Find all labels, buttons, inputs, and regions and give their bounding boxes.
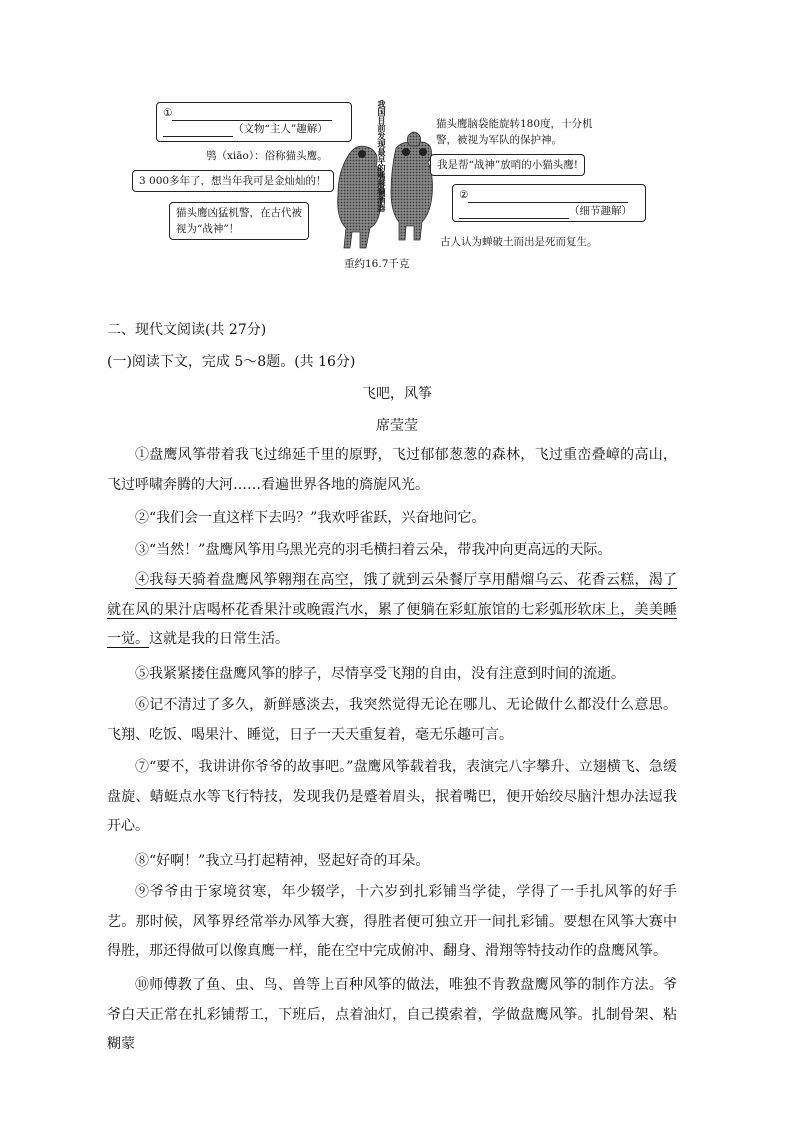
- paragraph-7: ⑦“要不，我讲讲你爷爷的故事吧。”盘鹰风筝载着我，表演完八字攀升、立翅横飞、急缓盘旋、蜻蜓点水等飞行特技，发现我仍是蹙着眉头，抿着嘴巴，便开始绞尽脑汁想办法逗我开心。: [107, 759, 677, 834]
- rebirth-note: 古人认为蝉破土而出是死而复生。: [440, 236, 598, 248]
- paragraph-2: ②“我们会一直这样下去吗？”我欢呼雀跃，兴奋地问它。: [135, 510, 486, 526]
- bubble-gold: 3 000多年了，想当年我可是金灿灿的！: [132, 170, 334, 192]
- section-title: 二、现代文阅读(共 27分): [107, 322, 267, 338]
- vertical-caption: 我国目前发现最早的鸮形铜酒器: [377, 100, 387, 212]
- answer-blank: [459, 206, 569, 219]
- paragraph-1: ①盘鹰风筝带着我飞过绵延千里的原野，飞过郁郁葱葱的森林，飞过重峦叠嶂的高山，飞过呼啸奔腾的大河……看遍世界各地的旖旎风光。: [107, 447, 677, 493]
- paragraph-9: ⑨爷爷由于家境贫寒，年少辍学，十六岁到扎彩铺当学徒，学得了一手扎风筝的好手艺。那时候，风筝界经常举办风筝大赛，得胜者便可独立开一间扎彩铺。要想在风筝大赛中得胜，那还得做可以像真鹰一样，能在空中完成俯冲、翻身、滑翔等特技动作的盘鹰风筝。: [107, 884, 677, 959]
- bubble-blank-2: [452, 184, 646, 222]
- figure: [128, 96, 658, 276]
- paragraph-5: ⑤我紧紧搂住盘鹰风筝的脖子，尽情享受飞翔的自由，没有注意到时间的流逝。: [135, 666, 625, 682]
- paragraph-6: ⑥记不清过了多久，新鲜感淡去，我突然觉得无论在哪儿、无论做什么都没什么意思。飞翔、吃饭、喝果汁、睡觉，日子一天天重复着，毫无乐趣可言。: [107, 697, 677, 743]
- owl-vessel-illustration: [328, 126, 448, 256]
- answer-blank: [163, 124, 233, 137]
- bubble-blank-1: [156, 102, 352, 142]
- answer-blank: [468, 190, 628, 203]
- weight-label: 重约16.7千克: [344, 258, 410, 270]
- bubble-sentry: 我是帮“战神”放哨的小猫头鹰!: [430, 154, 585, 176]
- circle-number-2: ②: [459, 189, 469, 201]
- bubble-war-god: 猫头鹰凶猛机警，在古代被视为“战神”！: [169, 202, 309, 240]
- paragraph-4: [107, 566, 677, 655]
- sub-title: (一)阅读下文，完成 5～8题。(共 16分): [107, 354, 356, 370]
- rotate-note: 猫头鹰脑袋能旋转180度，十分机警，被视为军队的保护神。: [436, 118, 593, 146]
- circle-number-1: ①: [163, 107, 173, 119]
- underlined-sentence: ④我每天骑着盘鹰风筝翱翔在高空，饿了就到云朵餐厅享用醋熘乌云、花香云糕，渴了就在风的果汁店喝杯花香果汁或晚霞汽水，累了便躺在彩虹旅馆的七彩弧形软床上，美美睡一觉。: [107, 572, 677, 647]
- paragraph-3: ③“当然！”盘鹰风筝用乌黑光亮的羽毛横扫着云朵，带我冲向更高远的天际。: [135, 542, 612, 558]
- article-title: 飞吧，风筝: [362, 386, 432, 402]
- paragraph-8: ⑧“好啊！”我立马打起精神，竖起好奇的耳朵。: [135, 853, 430, 869]
- paragraph-4-rest: 这就是我的日常生活。: [149, 631, 289, 647]
- xiao-note: 鸮（xiāo）：俗称猫头鹰。: [206, 150, 328, 162]
- answer-blank: [172, 108, 332, 121]
- article-author: 席莹莹: [376, 418, 418, 434]
- bubble-note: （细节趣解）: [569, 205, 632, 217]
- bubble-note: （文物“主人”趣解）: [233, 123, 328, 135]
- paragraph-10: ⑩师傅教了鱼、虫、鸟、兽等上百种风筝的做法，唯独不肯教盘鹰风筝的制作方法。爷爷白天正常在扎彩铺帮工，下班后，点着油灯，自己摸索着，学做盘鹰风筝。扎制骨架、粘糊蒙: [107, 977, 677, 1052]
